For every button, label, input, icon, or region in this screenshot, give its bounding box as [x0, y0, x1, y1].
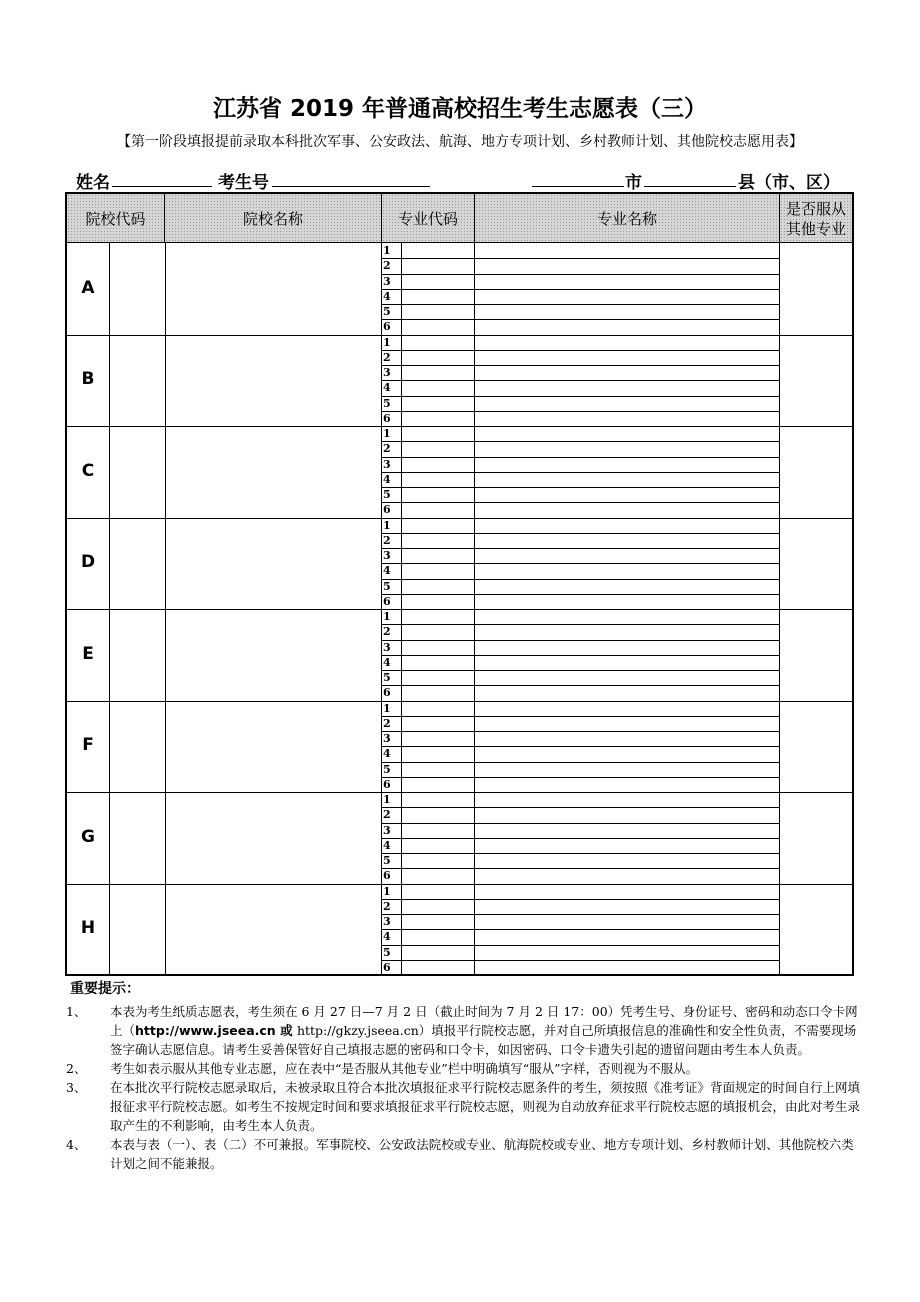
major-row-number: 1: [383, 518, 391, 532]
major-name-input[interactable]: [475, 777, 779, 792]
major-code-input[interactable]: [402, 685, 474, 700]
major-code-input[interactable]: [402, 548, 474, 563]
major-row-line: [381, 502, 779, 503]
major-name-input[interactable]: [475, 731, 779, 746]
major-row-number: 2: [383, 350, 391, 364]
major-code-input[interactable]: [402, 884, 474, 899]
major-name-input[interactable]: [475, 701, 779, 716]
school-code-cell[interactable]: [109, 609, 165, 701]
major-row-number: 5: [383, 488, 391, 501]
note-1-text-a: 本表为考生纸质志愿表，考生须在 6 月 27 日—7 月 2 日（截止时间为 7 月 2 日 17：00）凭考生号、身份证号、密码和动态口令卡网上（: [110, 1004, 858, 1038]
major-row-number: 6: [383, 686, 391, 700]
major-name-input[interactable]: [475, 243, 779, 258]
major-code-input[interactable]: [402, 350, 474, 365]
school-name-cell[interactable]: [165, 243, 382, 335]
major-row-number: 5: [383, 854, 391, 867]
major-code-input[interactable]: [402, 563, 474, 578]
major-row-line: [381, 746, 779, 747]
major-rows: [381, 335, 779, 427]
major-row-line: [381, 823, 779, 824]
major-row-line: [381, 380, 779, 381]
major-name-input[interactable]: [475, 640, 779, 655]
major-name-input[interactable]: [475, 853, 779, 868]
major-code-input[interactable]: [402, 472, 474, 487]
major-row-number: 4: [383, 655, 391, 669]
note-1-text-b: ）填报平行院校志愿，并对自己所填报信息的准确性和安全性负责，不需要现场签字确认志愿信息。请考生妥善保管好自己填报志愿的密码和口令卡，如因密码、口令卡遗失引起的遗留问题由考生本人负责。: [110, 1023, 857, 1057]
major-row-line: [381, 716, 779, 717]
header-obey-line2: 其他专业: [785, 219, 846, 238]
major-name-input[interactable]: [475, 579, 779, 594]
major-row-number: 4: [383, 747, 391, 761]
major-name-input[interactable]: [475, 335, 779, 350]
major-code-input[interactable]: [402, 533, 474, 548]
major-code-input[interactable]: [402, 335, 474, 350]
major-code-input[interactable]: [402, 258, 474, 273]
major-row-number: 1: [383, 427, 391, 440]
major-row-line: [381, 655, 779, 656]
notes-title: 重要提示：: [70, 981, 140, 997]
major-row-number: 4: [383, 564, 391, 578]
major-row-line: [381, 350, 779, 351]
obey-other-majors-cell[interactable]: [780, 609, 852, 701]
major-row-number: 1: [383, 244, 391, 257]
school-code-cell[interactable]: [109, 792, 165, 884]
major-code-input[interactable]: [402, 594, 474, 609]
major-name-input[interactable]: [475, 746, 779, 761]
major-name-input[interactable]: [475, 563, 779, 578]
major-row-line: [381, 411, 779, 412]
major-row-number: 2: [383, 899, 391, 913]
major-row-number: 3: [383, 823, 391, 837]
major-rows: [381, 243, 779, 335]
major-row-number: 1: [383, 610, 391, 623]
major-name-input[interactable]: [475, 960, 779, 975]
major-row-line: [381, 579, 779, 580]
group-letter: C: [81, 460, 95, 481]
note-1-url-main[interactable]: http://www.jseea.cn: [135, 1023, 276, 1038]
major-name-input[interactable]: [475, 457, 779, 472]
major-code-input[interactable]: [402, 396, 474, 411]
major-row-line: [381, 868, 779, 869]
major-rows: [381, 609, 779, 701]
major-row-number: 6: [383, 777, 391, 791]
major-row-number: 3: [383, 732, 391, 745]
note-4: [66, 1135, 862, 1173]
major-name-input[interactable]: [475, 655, 779, 670]
major-rows: [381, 426, 779, 518]
exam-no-label: 考生号: [218, 173, 269, 193]
major-row-line: [381, 838, 779, 839]
obey-other-majors-cell[interactable]: [780, 243, 852, 335]
group-letter: A: [81, 277, 95, 298]
major-code-input[interactable]: [402, 655, 474, 670]
note-4-index: 4、: [66, 1137, 87, 1152]
major-row-line: [381, 304, 779, 305]
county-label: 县（市、区）: [738, 173, 840, 193]
school-name-cell[interactable]: [165, 426, 382, 518]
header-school-name: 院校名称: [165, 194, 381, 243]
group-letter: B: [81, 369, 95, 390]
major-code-input[interactable]: [402, 411, 474, 426]
major-code-input[interactable]: [402, 746, 474, 761]
major-row-line: [381, 487, 779, 488]
major-code-input[interactable]: [402, 670, 474, 685]
major-row-number: 5: [383, 305, 391, 318]
major-code-input[interactable]: [402, 365, 474, 380]
major-row-number: 6: [383, 960, 391, 974]
major-name-input[interactable]: [475, 441, 779, 456]
major-row-line: [381, 731, 779, 732]
major-row-number: 4: [383, 381, 391, 395]
major-name-input[interactable]: [475, 350, 779, 365]
major-name-input[interactable]: [475, 289, 779, 304]
header-major-name: 专业名称: [475, 194, 779, 243]
major-code-input[interactable]: [402, 777, 474, 792]
major-name-input[interactable]: [475, 929, 779, 944]
group-letter: E: [82, 643, 94, 664]
major-name-input[interactable]: [475, 274, 779, 289]
major-row-number: 3: [383, 274, 391, 288]
major-code-input[interactable]: [402, 914, 474, 929]
major-row-number: 5: [383, 945, 391, 959]
major-name-input[interactable]: [475, 258, 779, 273]
major-row-number: 6: [383, 411, 391, 425]
major-row-number: 5: [383, 762, 391, 776]
major-rows: [381, 792, 779, 884]
major-row-line: [381, 670, 779, 671]
major-row-line: [381, 624, 779, 625]
major-row-line: [381, 441, 779, 442]
major-row-number: 1: [383, 701, 391, 715]
major-name-input[interactable]: [475, 914, 779, 929]
major-name-input[interactable]: [475, 304, 779, 319]
major-row-number: 3: [383, 640, 391, 654]
major-row-line: [381, 807, 779, 808]
major-name-input[interactable]: [475, 533, 779, 548]
major-name-input[interactable]: [475, 548, 779, 563]
major-rows: [381, 701, 779, 793]
major-code-input[interactable]: [402, 487, 474, 502]
note-2: [66, 1059, 862, 1078]
major-row-number: 3: [383, 457, 391, 471]
major-name-input[interactable]: [475, 716, 779, 731]
major-row-number: 6: [383, 503, 391, 517]
major-row-line: [381, 563, 779, 564]
major-row-number: 6: [383, 869, 391, 883]
obey-other-majors-cell[interactable]: [780, 335, 852, 427]
major-code-input[interactable]: [402, 624, 474, 639]
major-row-line: [381, 533, 779, 534]
major-row-number: 1: [383, 884, 391, 898]
major-name-input[interactable]: [475, 518, 779, 533]
major-code-input[interactable]: [402, 243, 474, 258]
major-row-line: [381, 319, 779, 320]
major-name-input[interactable]: [475, 868, 779, 883]
major-code-input[interactable]: [402, 868, 474, 883]
major-row-number: 4: [383, 289, 391, 303]
note-1-url-alt[interactable]: http://gkzy.jseea.cn: [296, 1023, 419, 1038]
header-obey-line1: 是否服从: [785, 199, 846, 218]
major-row-number: 5: [383, 396, 391, 410]
major-code-input[interactable]: [402, 304, 474, 319]
major-row-line: [381, 472, 779, 473]
major-code-input[interactable]: [402, 945, 474, 960]
note-2-index: 2、: [66, 1061, 87, 1076]
major-code-input[interactable]: [402, 502, 474, 517]
school-code-cell[interactable]: [109, 884, 165, 976]
candidate-info-row: [76, 168, 856, 192]
school-name-cell[interactable]: [165, 609, 382, 701]
note-3: [66, 1078, 862, 1135]
major-name-input[interactable]: [475, 411, 779, 426]
major-row-line: [381, 289, 779, 290]
major-row-line: [381, 960, 779, 961]
page-subtitle: 【第一阶段填报提前录取本科批次军事、公安政法、航海、地方专项计划、乡村教师计划、其他院校志愿用表】: [117, 134, 803, 150]
major-row-line: [381, 274, 779, 275]
major-row-number: 5: [383, 579, 391, 593]
major-code-input[interactable]: [402, 960, 474, 975]
note-3-index: 3、: [66, 1080, 87, 1095]
major-row-number: 6: [383, 320, 391, 334]
major-row-line: [381, 457, 779, 458]
major-row-number: 2: [383, 442, 391, 456]
school-name-cell[interactable]: [165, 792, 382, 884]
major-row-number: 5: [383, 671, 391, 684]
major-name-input[interactable]: [475, 365, 779, 380]
city-label: 市: [625, 173, 642, 193]
major-code-input[interactable]: [402, 792, 474, 807]
note-1-conj: 或: [275, 1023, 297, 1038]
header-sep-3: [474, 194, 475, 243]
header-sep-1: [164, 194, 165, 243]
school-code-cell[interactable]: [109, 518, 165, 610]
major-name-input[interactable]: [475, 472, 779, 487]
major-row-line: [381, 899, 779, 900]
major-name-input[interactable]: [475, 487, 779, 502]
major-name-input[interactable]: [475, 884, 779, 899]
major-code-input[interactable]: [402, 289, 474, 304]
major-row-line: [381, 929, 779, 930]
major-code-input[interactable]: [402, 426, 474, 441]
major-row-line: [381, 258, 779, 259]
major-code-input[interactable]: [402, 380, 474, 395]
major-name-input[interactable]: [475, 426, 779, 441]
major-name-input[interactable]: [475, 807, 779, 822]
major-code-input[interactable]: [402, 731, 474, 746]
major-code-input[interactable]: [402, 838, 474, 853]
note-3-text: 在本批次平行院校志愿录取后，未被录取且符合本批次填报征求平行院校志愿条件的考生，须按照《准考证》背面规定的时间自行上网填报征求平行院校志愿。如考生不按规定时间和要求填报征求平行院校志愿，则视为自动放弃征求平行院校志愿的填报机会，由此对考生录取产生的不利影响，由考生本人负责。: [110, 1080, 861, 1133]
major-row-line: [381, 365, 779, 366]
major-row-line: [381, 853, 779, 854]
major-row-line: [381, 945, 779, 946]
major-code-input[interactable]: [402, 441, 474, 456]
school-code-cell[interactable]: [109, 701, 165, 793]
group-letter: F: [82, 735, 94, 756]
major-code-input[interactable]: [402, 319, 474, 334]
major-name-input[interactable]: [475, 609, 779, 624]
major-name-input[interactable]: [475, 945, 779, 960]
obey-other-majors-cell[interactable]: [780, 884, 852, 976]
major-name-input[interactable]: [475, 396, 779, 411]
group-letter: G: [81, 826, 95, 847]
school-name-cell[interactable]: [165, 884, 382, 976]
major-code-input[interactable]: [402, 929, 474, 944]
major-row-number: 6: [383, 594, 391, 608]
major-name-input[interactable]: [475, 380, 779, 395]
major-name-input[interactable]: [475, 502, 779, 517]
major-row-number: 2: [383, 716, 391, 730]
major-code-input[interactable]: [402, 457, 474, 472]
obey-other-majors-cell[interactable]: [780, 701, 852, 793]
major-code-input[interactable]: [402, 762, 474, 777]
major-row-line: [381, 548, 779, 549]
major-code-input[interactable]: [402, 274, 474, 289]
school-name-cell[interactable]: [165, 335, 382, 427]
major-name-input[interactable]: [475, 823, 779, 838]
major-code-input[interactable]: [402, 701, 474, 716]
major-name-input[interactable]: [475, 594, 779, 609]
school-code-cell[interactable]: [109, 426, 165, 518]
page-title: 江苏省 2019 年普通高校招生考生志愿表（三）: [212, 96, 708, 122]
major-code-input[interactable]: [402, 899, 474, 914]
major-name-input[interactable]: [475, 685, 779, 700]
school-name-cell[interactable]: [165, 701, 382, 793]
major-code-input[interactable]: [402, 853, 474, 868]
major-row-line: [381, 594, 779, 595]
header-major-code: 专业代码: [382, 194, 474, 243]
major-row-line: [381, 396, 779, 397]
major-row-line: [381, 914, 779, 915]
school-code-cell[interactable]: [109, 243, 165, 335]
major-row-number: 2: [383, 533, 391, 547]
note-1: [66, 1002, 862, 1059]
note-1-index: 1、: [66, 1004, 87, 1019]
major-code-input[interactable]: [402, 579, 474, 594]
header-school-code: 院校代码: [67, 194, 164, 243]
major-row-number: 1: [383, 793, 391, 806]
major-row-line: [381, 685, 779, 686]
major-name-input[interactable]: [475, 319, 779, 334]
major-name-input[interactable]: [475, 624, 779, 639]
major-code-input[interactable]: [402, 823, 474, 838]
major-row-number: 4: [383, 930, 391, 944]
obey-other-majors-cell[interactable]: [780, 518, 852, 610]
major-row-number: 4: [383, 472, 391, 486]
major-row-number: 2: [383, 259, 391, 273]
major-name-input[interactable]: [475, 838, 779, 853]
major-row-line: [381, 762, 779, 763]
major-name-input[interactable]: [475, 762, 779, 777]
major-row-line: [381, 777, 779, 778]
major-name-input[interactable]: [475, 899, 779, 914]
volunteer-form-table: [65, 192, 854, 976]
major-row-line: [381, 640, 779, 641]
major-row-number: 3: [383, 549, 391, 562]
note-2-text: 考生如表示服从其他专业志愿，应在表中“是否服从其他专业”栏中明确填写“服从”字样，否则视为不服从。: [110, 1061, 699, 1076]
obey-other-majors-cell[interactable]: [780, 426, 852, 518]
header-obey-other-majors: [780, 194, 852, 243]
major-row-number: 1: [383, 335, 391, 349]
school-name-cell[interactable]: [165, 518, 382, 610]
major-code-input[interactable]: [402, 609, 474, 624]
school-code-cell[interactable]: [109, 335, 165, 427]
major-name-input[interactable]: [475, 670, 779, 685]
major-code-input[interactable]: [402, 640, 474, 655]
group-letter: H: [80, 918, 96, 939]
major-code-input[interactable]: [402, 807, 474, 822]
obey-other-majors-cell[interactable]: [780, 792, 852, 884]
important-notes: [66, 980, 866, 1173]
group-letter: D: [80, 552, 96, 573]
major-code-input[interactable]: [402, 716, 474, 731]
note-4-text: 本表与表（一）、表（二）不可兼报。军事院校、公安政法院校或专业、航海院校或专业、地方专项计划、乡村教师计划、其他院校六类计划之间不能兼报。: [110, 1137, 854, 1171]
major-row-number: 3: [383, 915, 391, 928]
major-row-number: 3: [383, 366, 391, 379]
major-rows: [381, 884, 779, 976]
major-name-input[interactable]: [475, 792, 779, 807]
major-rows: [381, 518, 779, 610]
major-row-number: 2: [383, 808, 391, 822]
major-row-number: 4: [383, 838, 391, 852]
name-label: 姓名: [76, 173, 110, 193]
major-row-number: 2: [383, 625, 391, 639]
major-code-input[interactable]: [402, 518, 474, 533]
